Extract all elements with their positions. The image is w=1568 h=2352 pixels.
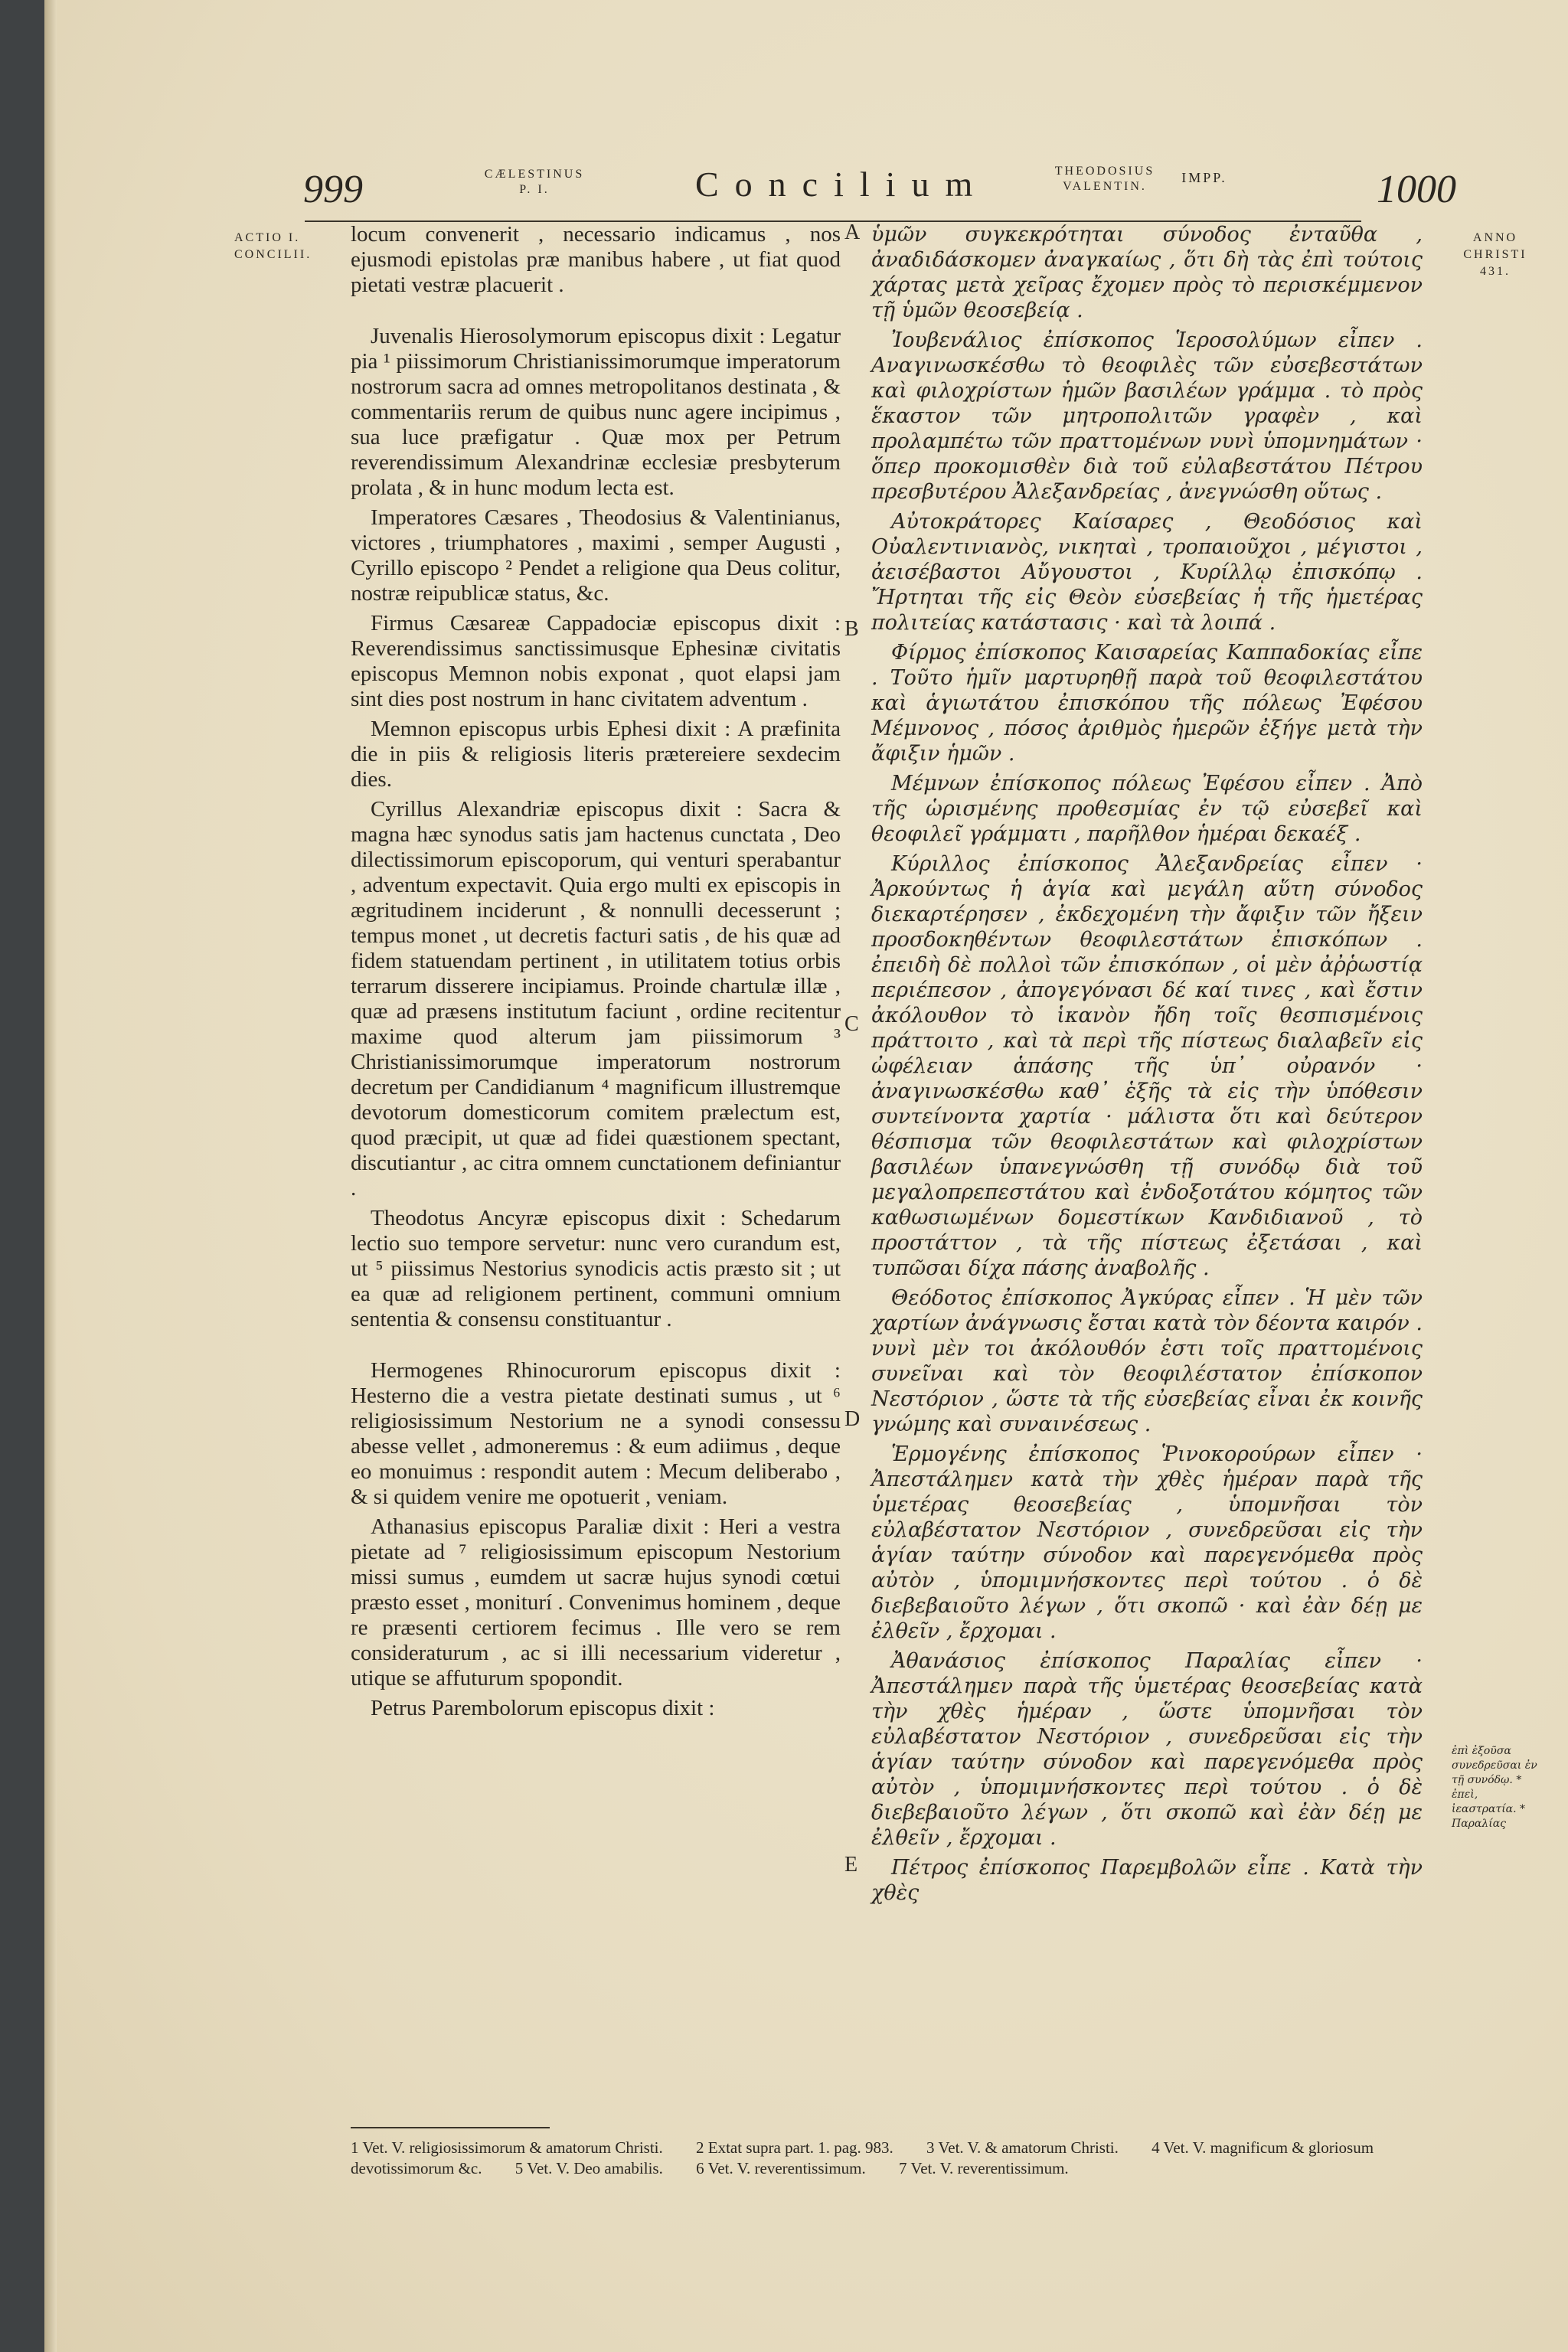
footnote: 7 Vet. V. reverentissimum. (899, 2159, 1069, 2177)
greek-paragraph: Θεόδοτος ἐπίσκοπος Ἀγκύρας εἶπεν . Ἡ μὲν τῶν χαρτίων ἀνάγνωσις ἔσται κατὰ τὸν δέοντα καιρόν . νυνὶ μὲν τοι ἀκόλουθόν ἐστι τοῖς πραττομένοις συνεῖναι καὶ τὸν θεοφιλέστατον ἐπίσκοπον Νεστόριον , ὥστε τὰ τῆς εὐσεβείας εἶναι ἐκ κοινῆς γνώμης καὶ συναινέσεως . (871, 1286, 1423, 1436)
latin-paragraph: Theodotus Ancyræ episcopus dixit : Schedarum lectio suo tempore servetur: nunc vero curandum est, ut ⁵ piissimus Nestorius synodicis actis præsto sit ; ut ea quæ ad religionem pertinent, communi omnium sententia & consensu constituantur . (351, 1206, 841, 1331)
latin-paragraph: locum convenerit , necessario indicamus , nos ejusmodi epistolas præ manibus habere , ut fiat quod pietati vestræ placuerit . (351, 222, 841, 297)
header-pope: CÆLESTINUS P. I. (484, 168, 585, 196)
header-emperors: THEODOSIUS VALENTIN. (1054, 165, 1155, 193)
footnote: 2 Extat supra part. 1. pag. 983. (696, 2138, 893, 2157)
page-spine-shadow (44, 0, 57, 2352)
latin-paragraph: Athanasius episcopus Paraliæ dixit : Heri a vestra pietate ad ⁷ religiosissimum episcopum Nestorium missi sumus , eumdem ut sacræ hujus synodi cœtui præsto esset , moniturí . Convenimus hominem , deque re præsenti certiorem fecimus . Ille vero se rem consideraturum , ac si illi necessarium videretur , utique se affuturum spopondit. (351, 1514, 841, 1690)
section-letter-b: B (844, 617, 859, 641)
latin-paragraph: Hermogenes Rhinocurorum episcopus dixit : Hesterno die a vestra pietate destinati sumus , ut ⁶ religiosissimum Nestorium ne a synodi consessu abesse vellet , admoneremus : & eum adiimus , deque eo monuimus : respondit autem : Mecum deliberabo , & si quidem venire me opotuerit , veniam. (351, 1358, 841, 1509)
section-letter-d: D (844, 1407, 861, 1431)
greek-column (871, 222, 1423, 1910)
latin-paragraph: Memnon episcopus urbis Ephesi dixit : A præfinita die in piis & religiosis literis prætereiere sexdecim dies. (351, 717, 841, 792)
greek-paragraph: Αὐτοκράτορες Καίσαρες , Θεοδόσιος καὶ Οὐαλεντινιανὸς, νικηταὶ , τροπαιοῦχοι , μέγιστοι , ἀεισέβαστοι Αὔγουστοι , Κυρίλλῳ ἐπισκόπῳ . Ἤρτηται τῆς εἰς Θεὸν εὐσεβείας ἡ τῆς ἡμετέρας πολιτείας κατάστασις · καὶ τὰ λοιπά . (871, 510, 1423, 635)
latin-paragraph: Firmus Cæsareæ Cappadociæ episcopus dixit : Reverendissimus sanctissimusque Ephesinæ civitatis episcopus Memnon nobis exponat , quot elapsi jam sint dies post nostrum in hanc civitatem adventum . (351, 611, 841, 711)
section-letter-c: C (844, 1012, 859, 1036)
latin-paragraph: Juvenalis Hierosolymorum episcopus dixit : Legatur pia ¹ piissimorum Christianissimorumque imperatorum nostrorum sacra ad omnes metropolitanos destinata , & commentariis rerum de quibus nunc agere incipimus , sua luce præfigatur . Quæ mox per Petrum reverendissimum Alexandrinæ ecclesiæ presbyterum prolata , & in hunc modum lecta est. (351, 324, 841, 500)
footnote: 4 Vet. V. magnificum & gloriosum devotissimorum &c. (351, 2138, 1374, 2177)
margin-note-right: ANNO CHRISTI 431. (1463, 231, 1527, 278)
greek-paragraph: Ἀθανάσιος ἐπίσκοπος Παραλίας εἶπεν · Ἀπεστάλημεν παρὰ τῆς ὑμετέρας θεοσεβείας κατὰ τὴν χθὲς ἡμέραν , ὥστε ὑπομνῆσαι τὸν εὐλαβέστατον Νεστόριον , συνεδρεῦσαι εἰς τὴν ἁγίαν ταύτην σύνοδον καὶ παρεγενόμεθα πρὸς αὐτὸν , ὑπομιμνήσκοντες περὶ τούτου . ὁ δὲ διεβεβαιοῦτο λέγων , ὅτι σκοπῶ καὶ ἐὰν δέῃ με ἐλθεῖν , ἔρχομαι . (871, 1649, 1423, 1850)
margin-note-left: ACTIO I. CONCILII. (234, 231, 312, 261)
latin-paragraph: Cyrillus Alexandriæ episcopus dixit : Sacra & magna hæc synodus satis jam hactenus cunctata , Deo dilectissimorum episcoporum, qui venturi sperabantur , adventum expectavit. Quia ergo multi ex episcopis in ægritudinem inciderunt , & nonnulli decesserunt ; tempus monet , ut decretis facturi satis , de his quæ ad fidem statuendam pertinent , in utilitatem totius orbis terrarum disserere incipiamus. Proinde chartulæ illæ , quæ ad præsens institutum faciunt , ordine recitentur maxime quod alterum jam piissimorum ³ Christianissimorumque imperatorum nostrorum decretum per Candidianum ⁴ magnificum illustremque devotorum domesticorum comitem prælectum est, quod præcipit, ut quæ ad fidei quæstionem spectant, discutiantur , ac citra omnem cunctationem definiantur . (351, 797, 841, 1200)
section-letter-e: E (844, 1853, 858, 1877)
greek-paragraph: Ἰουβενάλιος ἐπίσκοπος Ἱεροσολύμων εἶπεν . Αναγινωσκέσθω τὸ θεοφιλὲς τῶν εὐσεβεστάτων καὶ φιλοχρίστων ἡμῶν βασιλέων γράμμα . τὸ πρὸς ἕκαστον τῶν μητροπολιτῶν γραφὲν , καὶ προλαμπέτω τῶν πραττομένων νυνὶ ὑπομνημάτων · ὅπερ προκομισθὲν διὰ τοῦ εὐλαβεστάτου Πέτρου πρεσβυτέρου Ἀλεξανδρείας , ἀνεγνώσθη οὕτως . (871, 328, 1423, 504)
footnotes (351, 2138, 1423, 2179)
header-title: Concilium (695, 165, 989, 204)
footnote: 6 Vet. V. reverentissimum. (696, 2159, 866, 2177)
section-letter-a: A (844, 220, 861, 244)
greek-paragraph: Κύριλλος ἐπίσκοπος Ἀλεξανδρείας εἶπεν · Ἀρκούντως ἡ ἁγία καὶ μεγάλη αὕτη σύνοδος διεκαρτέρησεν , ἐκδεχομένη τὴν ἄφιξιν τῶν ἤξειν προσδοκηθέντων θεοφιλεστάτων ἐπισκόπων . ἐπειδὴ δὲ πολλοὶ τῶν ἐπισκόπων , οἱ μὲν ἀῤῥωστίᾳ περιέπεσον , ἀπογεγόνασι δέ καί τινες , καὶ ἔστιν ἀκόλουθον τὸ ἱκανὸν ἤδη τοῖς θεσπισμένοις πράττοιτο , καὶ τὰ περὶ τῆς πίστεως διαλαβεῖν εἰς ὠφέλειαν ἁπάσης τῆς ὑπ᾽ οὐρανόν · ἀναγινωσκέσθω καθ᾽ ἑξῆς τὰ εἰς τὴν ὑπόθεσιν συντείνοντα χαρτία · μάλιστα ὅτι καὶ δεύτερον θέσπισμα τῶν θεοφιλεστάτων καὶ φιλοχρίστων βασιλέων ὑπανεγνώσθη τῇ συνόδῳ διὰ τοῦ μεγαλοπρεπεστάτου καὶ ἐνδοξοτάτου κόμητος τῶν καθωσιωμένων δομεστίκων Κανδιδιανοῦ , τὸ προστάττον , τὰ τῆς πίστεως ἐξετάσαι , καὶ τυπῶσαι δίχα πάσης ἀναβολῆς . (871, 852, 1423, 1280)
footnote: 1 Vet. V. religiosissimorum & amatorum Christi. (351, 2138, 663, 2157)
greek-paragraph: ὑμῶν συγκεκρότηται σύνοδος ἐνταῦθα , ἀναδιδάσκομεν ἀναγκαίως , ὅτι δὴ τὰς ἐπὶ τούτοις χάρτας μετὰ χεῖρας ἔχομεν πρὸς τὸ περισκέμμενον τῇ ὑμῶν θεοσεβείᾳ . (871, 223, 1423, 322)
book-page (44, 0, 1568, 2352)
latin-column (351, 222, 841, 1726)
footnote-rule (351, 2127, 550, 2128)
greek-paragraph: Ἑρμογένης ἐπίσκοπος Ῥινοκορούρων εἶπεν · Ἀπεστάλημεν κατὰ τὴν χθὲς ἡμέραν παρὰ τῆς ὑμετέρας θεοσεβείας , ὑπομνῆσαι τὸν εὐλαβέστατον Νεστόριον , συνεδρεῦσαι εἰς τὴν ἁγίαν ταύτην σύνοδον καὶ παρεγενόμεθα πρὸς αὐτὸν , ὑπομιμνήσκοντες περὶ τούτου . ὁ δὲ διεβεβαιοῦτο λέγων , ὅτι σκοπῶ · καὶ ἐὰν δέῃ με ἐλθεῖν , ἔρχομαι . (871, 1442, 1423, 1643)
page-number-right: 1000 (1377, 168, 1456, 211)
latin-paragraph: Imperatores Cæsares , Theodosius & Valentinianus, victores , triumphatores , maximi , semper Augusti , Cyrillo episcopo ² Pendet a religione qua Deus colitur, nostræ reipublicæ status, &c. (351, 505, 841, 606)
greek-paragraph: Φίρμος ἐπίσκοπος Καισαρείας Καππαδοκίας εἶπε . Τοῦτο ἡμῖν μαρτυρηθῇ παρὰ τοῦ θεοφιλεστάτου καὶ ἁγιωτάτου ἐπισκόπου τῆς πόλεως Ἐφέσου Μέμνονος , πόσος ἀριθμὸς ἡμερῶν ἐξήγε μετὰ τὴν ἄφιξιν ἡμῶν . (871, 641, 1423, 766)
margin-note-greek: ἐπὶ ἐξοῦσα συνεδρεῦσαι ἐν τῇ συνόδῳ. * ἐπεὶ, ἰεαστρατία. * Παραλίας (1452, 1745, 1537, 1830)
page-number-left: 999 (303, 168, 363, 211)
greek-paragraph: Πέτρος ἐπίσκοπος Παρεμβολῶν εἶπε . Κατὰ τὴν χθὲς (871, 1856, 1423, 1905)
header-imp: IMPP. (1181, 170, 1227, 185)
greek-paragraph: Μέμνων ἐπίσκοπος πόλεως Ἐφέσου εἶπεν . Ἀπὸ τῆς ὡρισμένης προθεσμίας ἐν τῷ εὐσεβεῖ καὶ θεοφιλεῖ γράμματι , παρῆλθον ἡμέραι δεκαέξ . (871, 772, 1423, 846)
footnote: 5 Vet. V. Deo amabilis. (514, 2159, 663, 2177)
latin-paragraph: Petrus Parembolorum episcopus dixit : (371, 1696, 715, 1720)
footnote: 3 Vet. V. & amatorum Christi. (926, 2138, 1119, 2157)
